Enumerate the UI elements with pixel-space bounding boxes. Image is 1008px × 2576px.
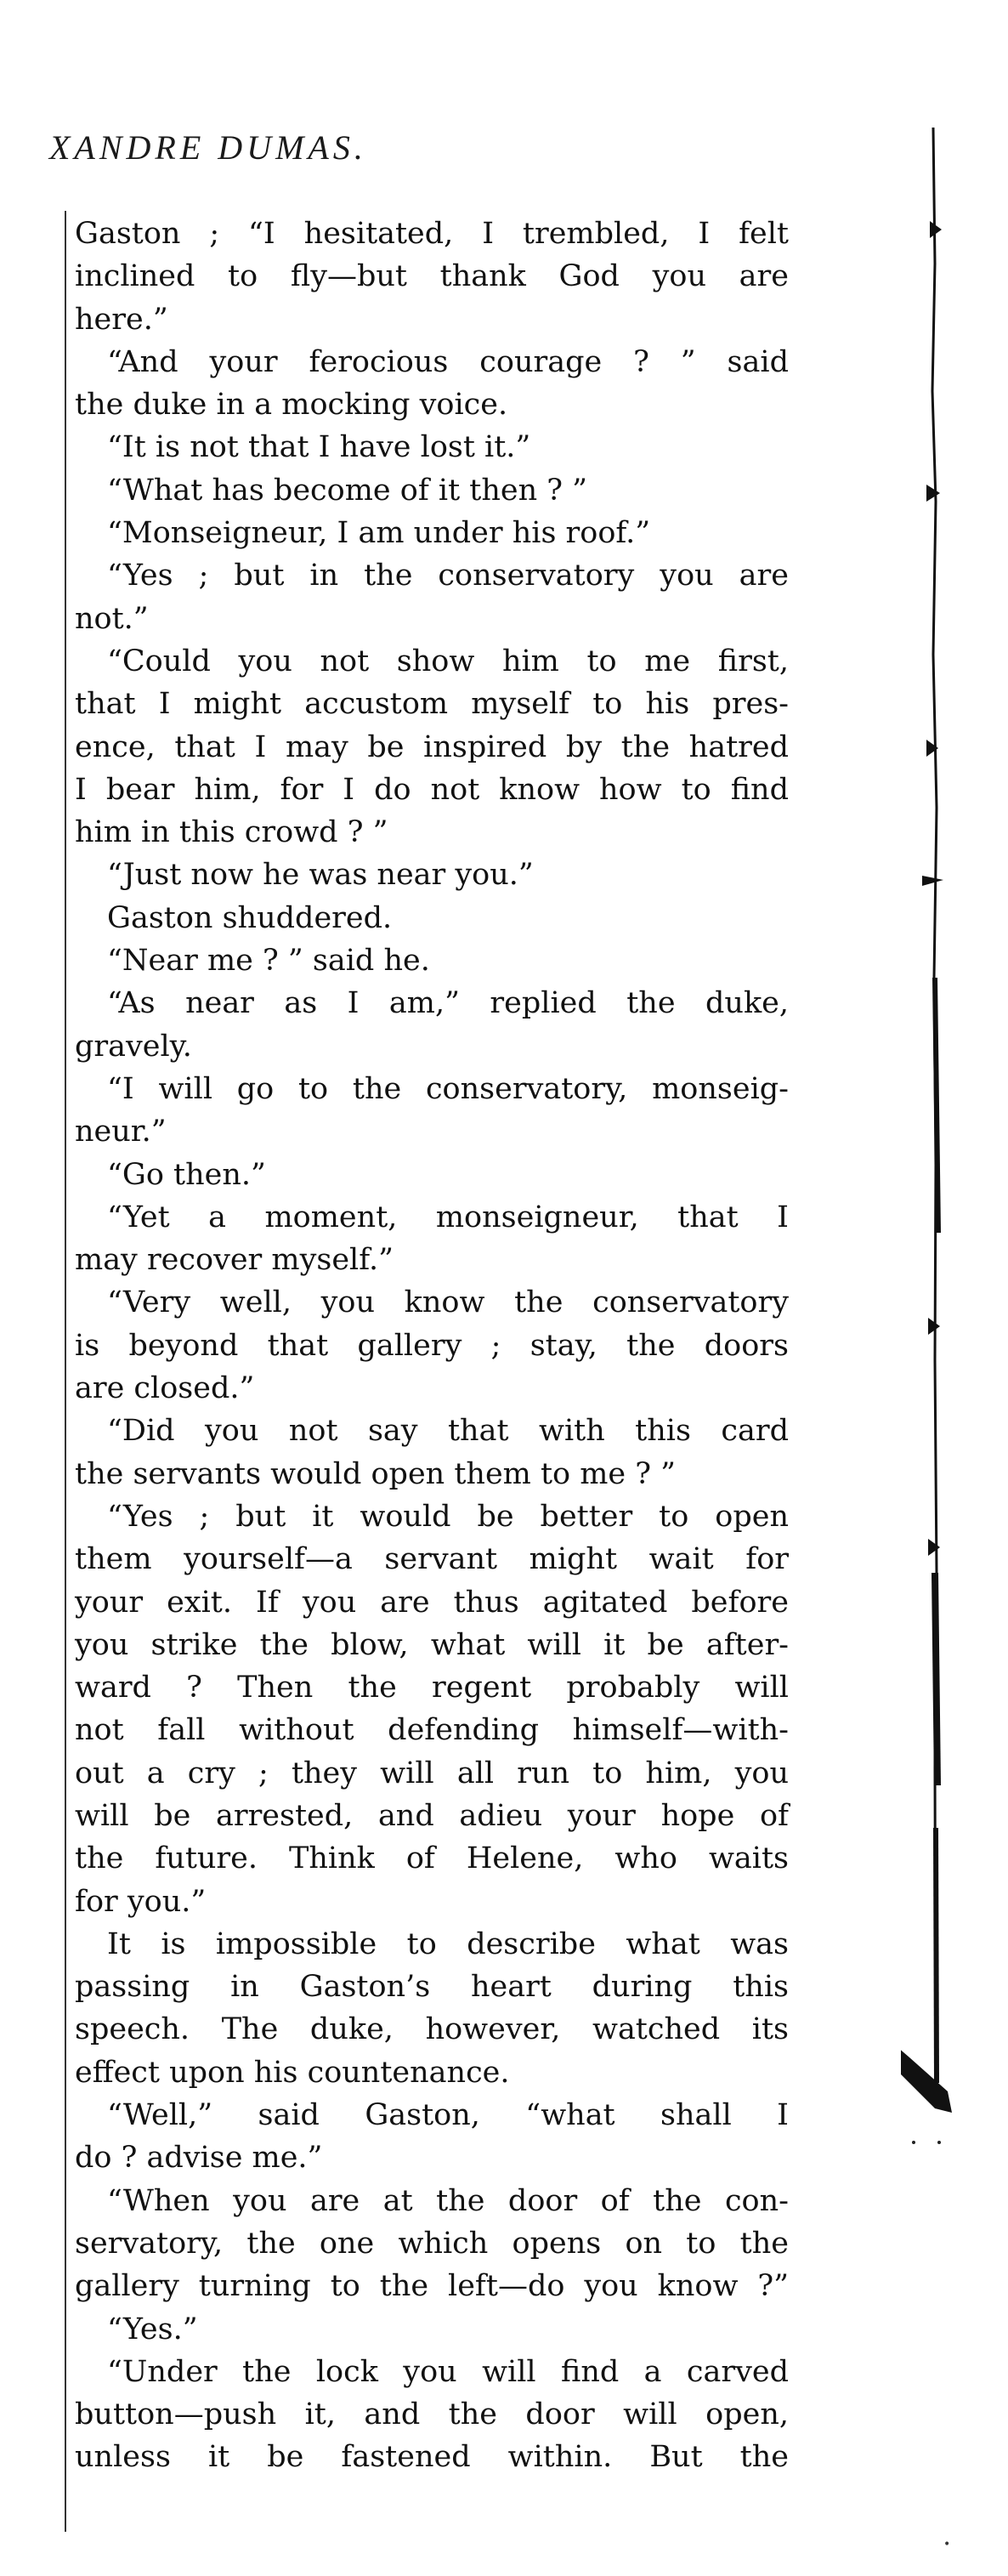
text-line: inclined to fly—but thank God you are xyxy=(75,259,789,294)
text-line: “Yes ; but it would be better to open xyxy=(107,1499,789,1534)
text-line: not fall without defending himself—with- xyxy=(75,1713,789,1748)
text-line: him in this crowd ? ” xyxy=(75,815,388,850)
text-line: is beyond that gallery ; stay, the doors xyxy=(75,1328,789,1363)
text-line: unless it be fastened within. But the xyxy=(75,2440,789,2475)
text-line: here.” xyxy=(75,302,168,337)
text-line: “Did you not say that with this card xyxy=(107,1414,789,1449)
left-column-rule xyxy=(65,211,66,2532)
text-line: “Just now he was near you.” xyxy=(107,858,534,893)
text-line: I bear him, for I do not know how to find xyxy=(75,772,789,807)
text-line: “Near me ? ” said he. xyxy=(107,944,430,979)
text-line: them yourself—a servant might wait for xyxy=(75,1542,789,1577)
text-line: ence, that I may be inspired by the hatred xyxy=(75,729,789,764)
text-line: neur.” xyxy=(75,1115,167,1149)
text-line: speech. The duke, however, watched its xyxy=(75,2012,789,2047)
text-line: the duke in a mocking voice. xyxy=(75,388,508,423)
text-line: gravely. xyxy=(75,1029,192,1064)
text-line: It is impossible to describe what was xyxy=(107,1926,789,1961)
text-line: servatory, the one which opens on to the xyxy=(75,2226,789,2261)
text-line: Gaston shuddered. xyxy=(107,900,393,935)
text-line: “And your ferocious courage ? ” said xyxy=(107,344,789,379)
text-line: effect upon his countenance. xyxy=(75,2055,510,2090)
text-line: “What has become of it then ? ” xyxy=(107,473,588,508)
text-line: are closed.” xyxy=(75,1371,255,1406)
text-line: “Go then.” xyxy=(107,1157,266,1192)
text-line: “Under the lock you will find a carved xyxy=(107,2354,789,2389)
text-line: for you.” xyxy=(75,1884,207,1919)
text-line: ward ? Then the regent probably will xyxy=(75,1671,789,1705)
text-line: “I will go to the conservatory, monseig- xyxy=(107,1071,789,1106)
text-line: not.” xyxy=(75,601,149,636)
text-line: Gaston ; “I hesitated, I trembled, I felt xyxy=(75,217,789,251)
text-line: “As near as I am,” replied the duke, xyxy=(107,986,789,1021)
text-line: “Yes.” xyxy=(107,2312,198,2346)
text-line: “Yes ; but in the conservatory you are xyxy=(107,559,789,593)
margin-scratch-marks xyxy=(901,128,1003,2168)
running-header: XANDRE DUMAS. xyxy=(49,128,367,167)
text-line: “When you are at the door of the con- xyxy=(107,2183,789,2218)
text-line: the future. Think of Helene, who waits xyxy=(75,1841,789,1876)
text-line: “It is not that I have lost it.” xyxy=(107,430,531,465)
text-line: button—push it, and the door will open, xyxy=(75,2397,789,2432)
text-line: the servants would open them to me ? ” xyxy=(75,1456,677,1491)
text-line: “Yet a moment, monseigneur, that I xyxy=(107,1200,789,1234)
text-line: that I might accustom myself to his pres- xyxy=(75,687,789,722)
text-line: your exit. If you are thus agitated before xyxy=(75,1585,789,1620)
text-line: “Monseigneur, I am under his roof.” xyxy=(107,516,651,551)
text-line: “Well,” said Gaston, “what shall I xyxy=(107,2098,789,2133)
text-line: “Could you not show him to me first, xyxy=(107,644,789,678)
text-line: out a cry ; they will all run to him, you xyxy=(75,1756,789,1790)
text-line: may recover myself.” xyxy=(75,1243,394,1278)
page-speck: • xyxy=(943,2538,951,2551)
text-line: gallery turning to the left—do you know ?” xyxy=(75,2269,789,2304)
text-line: passing in Gaston’s heart during this xyxy=(75,1970,789,2005)
text-line: you strike the blow, what will it be after- xyxy=(75,1627,789,1662)
body-text-column xyxy=(75,213,789,2479)
text-line: do ? advise me.” xyxy=(75,2141,323,2176)
text-line: will be arrested, and adieu your hope of xyxy=(75,1798,789,1833)
text-line: “Very well, you know the conservatory xyxy=(107,1285,789,1320)
